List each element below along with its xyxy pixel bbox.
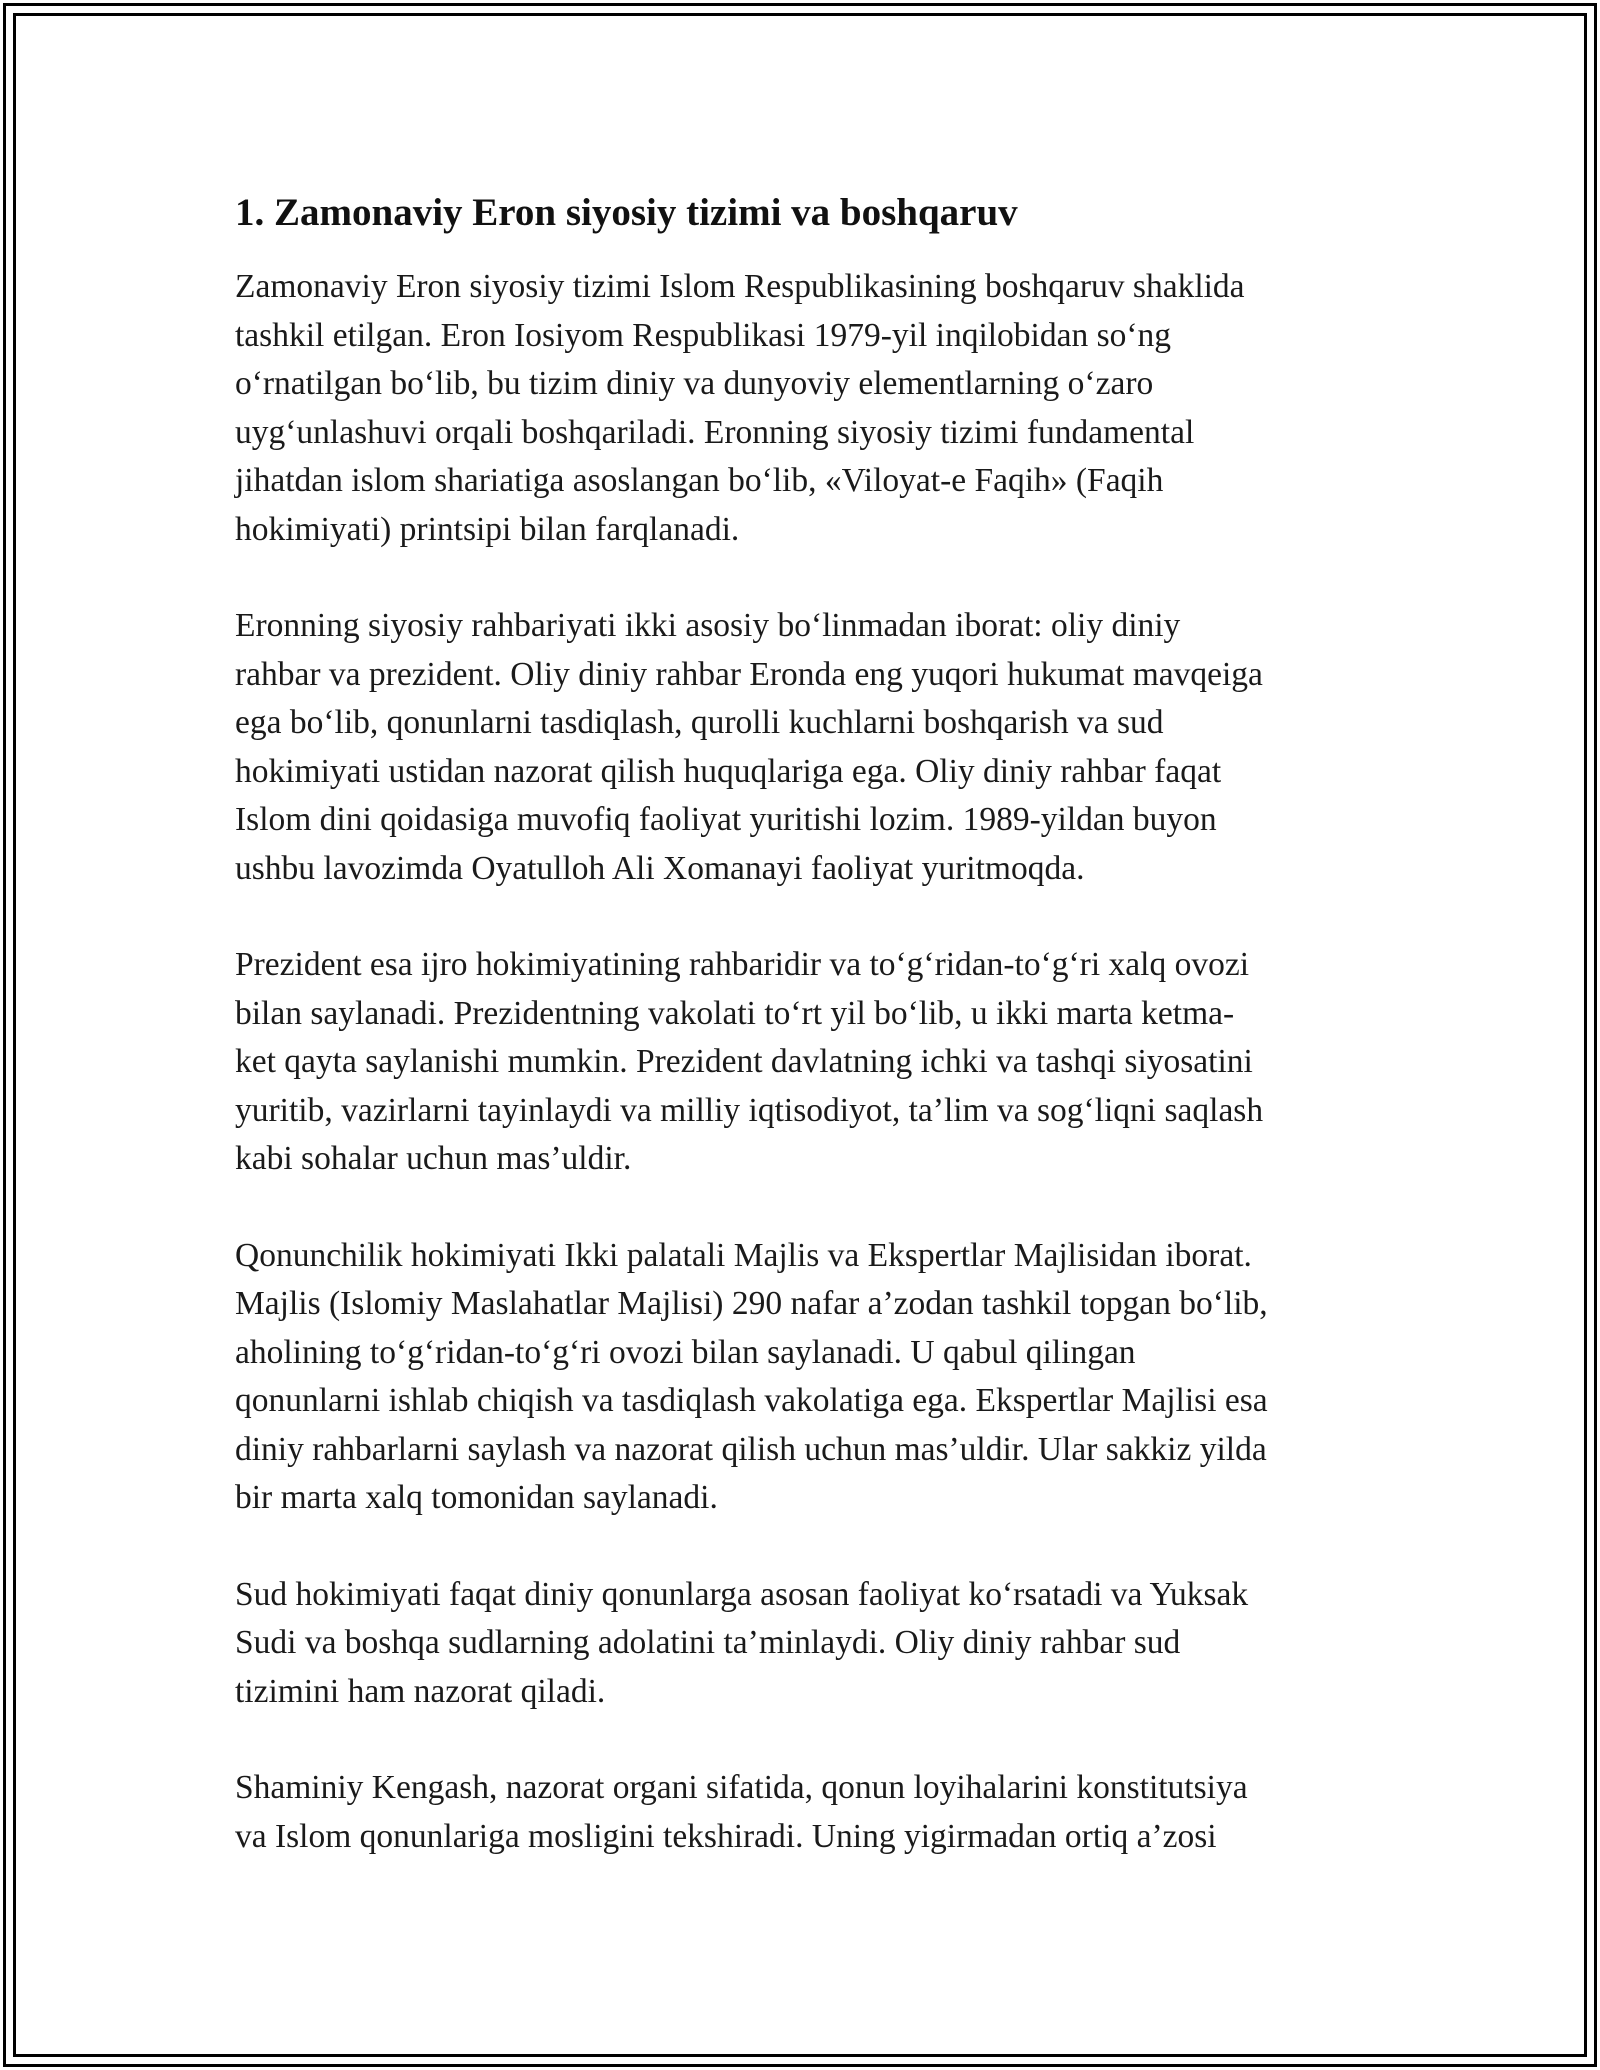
paragraph-judiciary: Sud hokimiyati faqat diniy qonunlarga asosan faoliyat ko‘rsatadi va Yuksak Sudi va boshqa sudlarning adolatini ta’minlaydi. Oliy diniy rahbar sud tizimini ham nazorat qiladi. — [235, 1575, 1249, 1710]
paragraph-intro: Zamonaviy Eron siyosiy tizimi Islom Respublikasining boshqaruv shaklida tashkil etilgan. Eron Iosiyom Respublikasi 1979-yil inqilobidan so‘ng o‘rnatilgan bo‘lib, bu tizim diniy va dunyoviy elementlarning o‘zaro uyg‘unlashuvi orqali boshqariladi. Eronning siyosiy tizimi fundamental jihatdan islom shariatiga asoslangan bo‘lib, «Viloyat-e Faqih» (Faqih hokimiyati) printsipi bilan farqlanadi. — [235, 268, 1245, 548]
paragraph-president: Prezident esa ijro hokimiyatining rahbaridir va to‘g‘ridan-to‘g‘ri xalq ovozi bilan saylanadi. Prezidentning vakolati to‘rt yil bo‘lib, u ikki marta ketma- ket qayta saylanishi mumkin. Prezident davlatning ichki va tashqi siyosatini yuritib, vazirlarni tayinlaydi va milliy iqtisodiyot, ta’lim va sog‘liqni saqlash kabi sohalar uchun mas’uldir. — [235, 946, 1264, 1177]
paragraph-council: Shaminiy Kengash, nazorat organi sifatida, qonun loyihalarini konstitutsiya va Islom qonunlariga mosligini tekshiradi. Uning yigirmadan ortiq a’zosi — [235, 1769, 1248, 1855]
paragraph-leadership: Eronning siyosiy rahbariyati ikki asosiy bo‘linmadan iborat: oliy diniy rahbar va prezident. Oliy diniy rahbar Eronda eng yuqori hukumat mavqeiga ega bo‘lib, qonunlarni tasdiqlash, qurolli kuchlarni boshqarish va sud hokimiyati ustidan nazorat qilish huquqlariga ega. Oliy diniy rahbar faqat Islom dini qoidasiga muvofiq faoliyat yuritishi lozim. 1989-yildan buyon ushbu lavozimda Oyatulloh Ali Xomanayi faoliyat yuritmoqda. — [235, 607, 1263, 887]
section-title: 1. Zamonaviy Eron siyosiy tizimi va boshqaruv — [235, 191, 1018, 234]
document-page — [235, 185, 1380, 1909]
paragraph-legislature: Qonunchilik hokimiyati Ikki palatali Majlis va Ekspertlar Majlisidan iborat. Majlis (Islomiy Maslahatlar Majlisi) 290 nafar a’zodan tashkil topgan bo‘lib, aholining to‘g‘ridan-to‘g‘ri ovozi bilan saylanadi. U qabul qilingan qonunlarni ishlab chiqish va tasdiqlash vakolatiga ega. Ekspertlar Majlisi esa diniy rahbarlarni saylash va nazorat qilish uchun mas’uldir. Ular sakkiz yilda bir marta xalq tomonidan saylanadi. — [235, 1236, 1268, 1516]
